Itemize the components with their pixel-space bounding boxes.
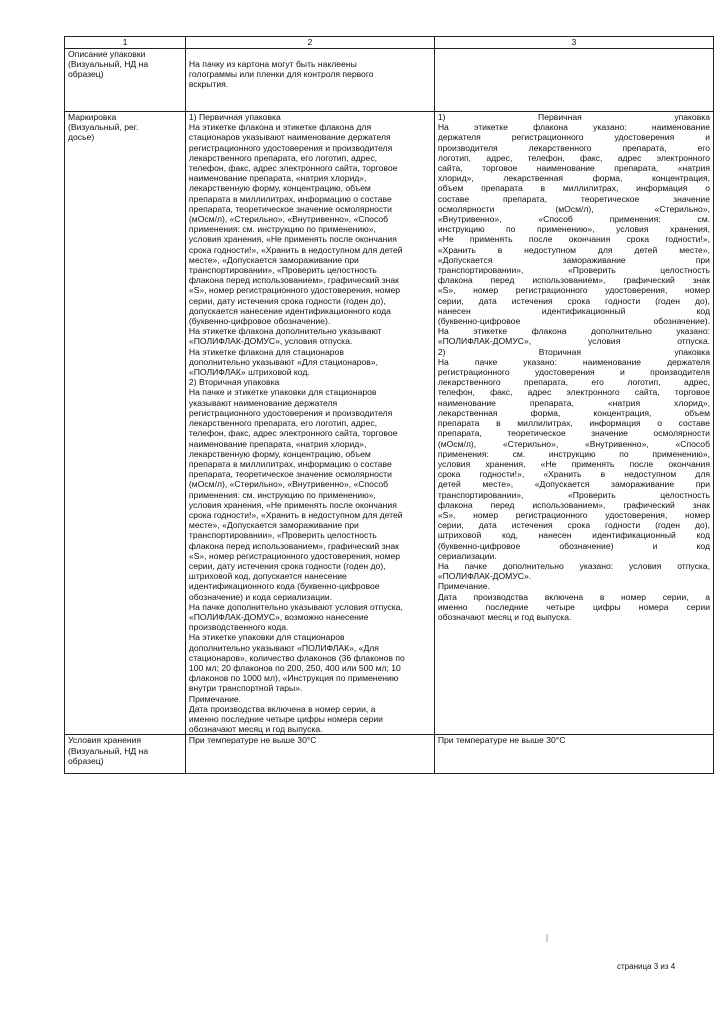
- text-line: объем препарата в миллилитрах, информация о: [437, 183, 710, 194]
- text-line: препарата, теоретическое значение осмолярности: [188, 203, 392, 214]
- text-line: На этикетке упаковки для стационаров: [188, 632, 345, 643]
- text-line: 1) Первичная упаковка: [437, 112, 710, 122]
- text-line: «Допускается замораживание при: [437, 254, 710, 265]
- page-number: страница 3 из 4: [617, 962, 676, 971]
- specification-table: [64, 36, 714, 774]
- text-line: 2) Вторичная упаковка: [437, 346, 710, 357]
- text-line: (буквенно-цифровое обозначение).: [437, 316, 710, 327]
- text-line: серии, дата истечения срока годности (годен до),: [437, 520, 710, 531]
- text-line: серии, дату истечения срока годности (годен до),: [188, 295, 386, 306]
- text-line: штриховой код, допускается нанесение: [188, 571, 347, 582]
- text-line: На пачку из картона могут быть наклеены: [188, 59, 357, 69]
- text-line: При температуре не выше 30°С: [437, 735, 566, 746]
- text-line: указывают наименование держателя: [188, 397, 338, 408]
- text-line: «ПОЛИФЛАК-ДОМУС», условия отпуска.: [188, 336, 353, 347]
- requirement-cell: [185, 112, 434, 735]
- table-header-row: [65, 37, 714, 49]
- result-cell: [434, 735, 713, 774]
- text-line: (Визуальный, НД на: [68, 745, 149, 756]
- text-line: сериализации.: [437, 550, 497, 561]
- text-line: (буквенно-цифровое обозначение).: [188, 316, 331, 327]
- table-row-storage-conditions: [65, 735, 714, 774]
- text-line: внутри транспортной тары».: [188, 683, 303, 694]
- text-line: производителя лекарственного препарата, его: [437, 142, 710, 153]
- text-line: транспортировании», «Проверить целостность: [188, 265, 377, 276]
- text-line: Условия хранения: [68, 735, 142, 746]
- text-line: наименование препарата, «натрия хлорид»,: [188, 438, 367, 449]
- text-line: осмолярности (мОсм/л), «Стерильно»,: [437, 203, 710, 214]
- text-line: допускается нанесение идентификационного кода: [188, 305, 391, 316]
- scan-speck: [546, 934, 548, 942]
- text-line: Описание упаковки: [68, 49, 146, 59]
- table-row-packaging-description: [65, 49, 714, 112]
- text-line: образец): [68, 69, 104, 80]
- text-line: «Не применять после окончания срока годности!»,: [437, 234, 710, 245]
- text-line: детей месте», «Допускается замораживание при: [437, 479, 710, 490]
- text-line: условия хранения, «Не применять после окончания: [188, 234, 397, 245]
- text-line: производственного кода.: [188, 622, 289, 633]
- text-line: лекарственного препарата, его логотип, адрес,: [437, 377, 710, 388]
- text-line: (Визуальный, НД на: [68, 59, 149, 70]
- text-line: 2) Вторичная упаковка: [188, 377, 280, 388]
- text-line: обозначают месяц и год выпуска.: [437, 611, 572, 622]
- text-line: штриховой код, нанесен идентификационный код: [437, 530, 710, 541]
- text-line: голограммы или пленки для контроля первого: [188, 69, 374, 80]
- requirement-cell: [185, 49, 434, 112]
- text-line: (мОсм/л), «Стерильно», «Внутривенно», «Способ: [188, 214, 389, 225]
- text-line: препарата в миллилитрах, информацию о составе: [188, 193, 392, 204]
- text-line: «Внутривенно», «Способ применения: см.: [437, 214, 710, 225]
- text-line: препарата, теоретическое значение осмолярности: [437, 428, 710, 439]
- text-line: логотип, адрес, телефон, факс, адрес электронного: [437, 152, 710, 163]
- text-line: месте», «Допускается замораживание при: [188, 254, 359, 265]
- text-line: препарата, теоретическое значение осмолярности: [188, 469, 392, 480]
- text-line: применения: см. инструкцию по применению»,: [437, 448, 710, 459]
- text-line: условия хранения, «Не применять после окончания: [437, 458, 710, 469]
- text-line: Примечание.: [437, 581, 490, 592]
- text-line: лекарственного препарата, его логотип, адрес,: [188, 418, 378, 429]
- text-line: флакона перед использованием», графический знак: [437, 499, 710, 510]
- text-line: флакона перед использованием», графический знак: [188, 540, 399, 551]
- text-line: телефон, факс, адрес электронного сайта, торговое: [437, 387, 710, 398]
- text-line: серии, дату истечения срока годности (годен до),: [188, 560, 386, 571]
- text-line: условия хранения, «Не применять после окончания: [188, 499, 397, 510]
- text-line: На этикетке флакона указано: наименование: [437, 122, 710, 133]
- text-line: Примечание.: [188, 693, 242, 704]
- text-line: дополнительно указывают «Для стационаров»,: [188, 356, 379, 367]
- text-line: На этикетке флакона дополнительно указывают: [188, 326, 382, 337]
- text-line: применения: см. инструкцию по применению»,: [188, 489, 376, 500]
- text-line: хлорид», лекарственная форма, концентрация,: [437, 173, 710, 184]
- text-line: препарата в миллилитрах, информацию о составе: [188, 458, 392, 469]
- result-cell: [434, 49, 713, 112]
- text-line: Маркировка: [68, 112, 117, 122]
- text-line: держателя регистрационного удостоверения и: [437, 132, 710, 143]
- text-line: На пачке дополнительно указано: условия отпуска,: [437, 560, 710, 571]
- text-line: регистрационного удостоверения и производителя: [188, 142, 393, 153]
- text-line: (мОсм/л), «Стерильно», «Внутривенно», «Способ: [188, 479, 389, 490]
- text-line: Дата производства включена в номер серии, а: [437, 591, 710, 602]
- text-line: «ПОЛИФЛАК-ДОМУС».: [437, 571, 532, 582]
- text-line: «ПОЛИФЛАК-ДОМУС», возможно нанесение: [188, 611, 369, 622]
- text-line: 1) Первичная упаковка: [188, 112, 281, 122]
- row-label-cell: [65, 112, 186, 735]
- text-line: транспортировании», «Проверить целостность: [437, 489, 710, 500]
- text-line: дополнительно указывают «ПОЛИФЛАК», «Для: [188, 642, 379, 653]
- table-row-labeling: [65, 112, 714, 735]
- text-line: лекарственную форму, концентрацию, объем: [188, 183, 371, 194]
- text-line: При температуре не выше 30°С: [188, 735, 317, 746]
- text-line: телефон, факс, адрес электронного сайта, торговое: [188, 428, 398, 439]
- text-line: 100 мл; 20 флаконов по 200, 250, 400 или 500 мл; 10: [188, 662, 401, 673]
- header-cell-3: 3: [434, 37, 713, 49]
- text-line: регистрационного удостоверения и производителя: [437, 367, 710, 378]
- text-line: применения: см. инструкцию по применению»,: [188, 224, 376, 235]
- text-line: препарата в миллилитрах, информация о составе: [437, 418, 710, 429]
- text-line: обозначение) и кода сериализации.: [188, 591, 333, 602]
- text-line: «S», номер регистрационного удостоверения, номер: [437, 509, 710, 520]
- text-line: срока годности!», «Хранить в недоступном для: [437, 469, 710, 480]
- text-line: регистрационного удостоверения и производителя: [188, 407, 393, 418]
- text-line: На пачке дополнительно указывают условия отпуска,: [188, 601, 403, 612]
- text-line: именно последние четыре цифры номера серии: [437, 601, 710, 612]
- text-line: сайта, торговое наименование препарата, «натрия: [437, 163, 710, 174]
- text-line: срока годности!», «Хранить в недоступном для детей: [188, 244, 403, 255]
- text-line: лекарственную форму, концентрацию, объем: [188, 448, 371, 459]
- text-line: «Хранить в недоступном для детей месте»,: [437, 244, 710, 255]
- text-line: «S», номер регистрационного удостоверения, номер: [188, 285, 401, 296]
- text-line: «S», номер регистрационного удостоверения, номер: [188, 550, 401, 561]
- text-line: нанесен идентификационный код: [437, 305, 710, 316]
- text-line: транспортировании», «Проверить целостность: [437, 265, 710, 276]
- text-line: «ПОЛИФЛАК-ДОМУС», условия отпуска.: [437, 336, 710, 347]
- text-line: досье): [68, 132, 95, 143]
- header-cell-2: 2: [185, 37, 434, 49]
- text-line: На пачке и этикетке упаковки для стационаров: [188, 387, 377, 398]
- text-line: срока годности!», «Хранить в недоступном для детей: [188, 509, 403, 520]
- text-line: «S», номер регистрационного удостоверения, номер: [437, 285, 710, 296]
- text-line: вскрытия.: [188, 79, 229, 90]
- text-line: Дата производства включена в номер серии, а: [188, 703, 376, 714]
- text-line: На пачке указано: наименование держателя: [437, 356, 710, 367]
- text-line: наименование препарата, «натрия хлорид»,: [437, 397, 710, 408]
- text-line: На этикетке флакона и этикетке флакона для: [188, 122, 372, 133]
- text-line: телефон, факс, адрес электронного сайта, торговое: [188, 163, 398, 174]
- text-line: идентификационного кода (буквенно-цифровое: [188, 581, 380, 592]
- text-line: транспортировании», «Проверить целостность: [188, 530, 377, 541]
- text-line: (Визуальный, рег.: [68, 122, 139, 133]
- text-line: На этикетке флакона для стационаров: [188, 346, 344, 357]
- text-line: образец): [68, 755, 104, 766]
- header-cell-1: 1: [65, 37, 186, 49]
- text-line: стационаров указывают наименование держателя: [188, 132, 391, 143]
- text-line: На этикетке флакона дополнительно указано:: [437, 326, 710, 337]
- text-line: (буквенно-цифровое обозначение) и код: [437, 540, 710, 551]
- text-line: «ПОЛИФЛАК» штриховой код.: [188, 367, 310, 378]
- text-line: месте», «Допускается замораживание при: [188, 520, 359, 531]
- text-line: наименование препарата, «натрия хлорид»,: [188, 173, 367, 184]
- requirement-cell: [185, 735, 434, 774]
- text-line: лекарственного препарата, его логотип, адрес,: [188, 152, 378, 163]
- text-line: инструкцию по применению», условия хранения,: [437, 224, 710, 235]
- row-label-cell: [65, 735, 186, 774]
- text-line: (мОсм/л), «Стерильно», «Внутривенно», «Способ: [437, 438, 710, 449]
- text-line: составе препарата, теоретическое значение: [437, 193, 710, 204]
- text-line: именно последние четыре цифры номера серии: [188, 713, 383, 724]
- text-line: серии, дата истечения срока годности (годен до),: [437, 295, 710, 306]
- text-line: обозначают месяц и год выпуска.: [188, 724, 323, 735]
- text-line: флакона перед использованием», графический знак: [437, 275, 710, 286]
- text-line: флакона перед использованием», графический знак: [188, 275, 399, 286]
- text-line: стационаров», количество флаконов (36 флаконов по: [188, 652, 405, 663]
- text-line: флаконов по 1000 мл), «Инструкция по применению: [188, 673, 399, 684]
- result-cell: [434, 112, 713, 735]
- text-line: лекарственная форма, концентрация, объем: [437, 407, 710, 418]
- row-label-cell: [65, 49, 186, 112]
